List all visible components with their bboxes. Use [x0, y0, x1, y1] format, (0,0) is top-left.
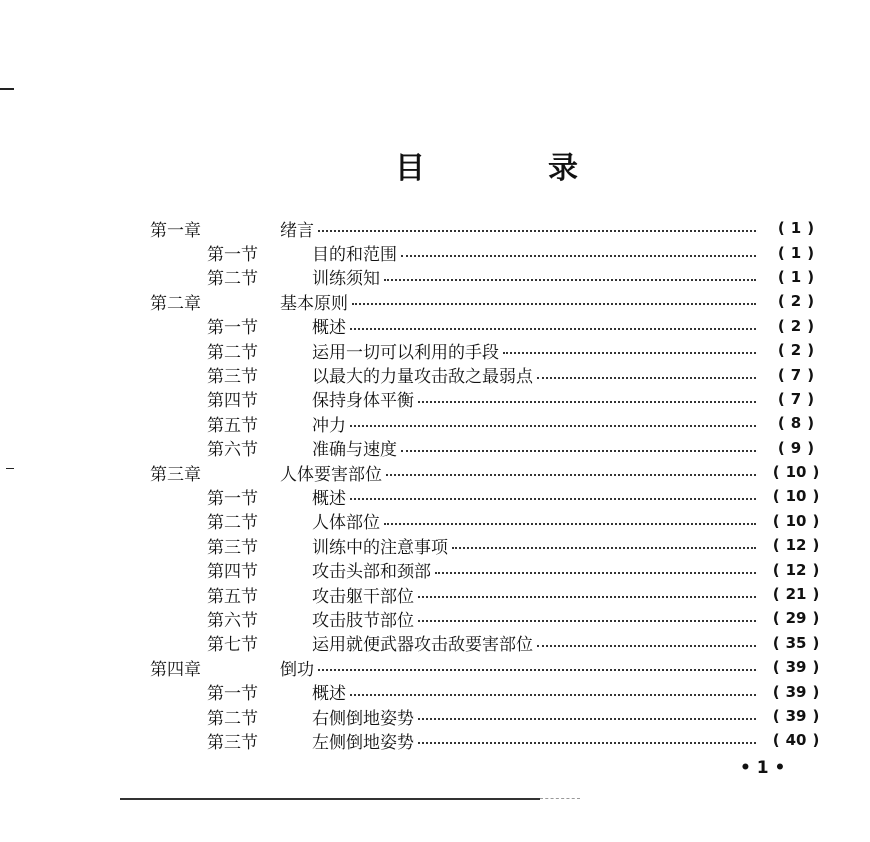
toc-chapter-row	[150, 460, 830, 484]
dot-leader	[352, 303, 756, 305]
toc-label: 第三节	[207, 367, 258, 388]
dot-leader	[537, 645, 756, 647]
toc-page-number: ( 8 )	[762, 414, 830, 432]
toc-page-number: ( 1 )	[762, 268, 830, 286]
toc-chapter-row	[150, 655, 830, 679]
toc-chapter-row	[150, 289, 830, 313]
toc-page-number: ( 10 )	[762, 487, 830, 505]
dot-leader	[418, 742, 756, 744]
toc-label: 第一章	[150, 220, 201, 241]
margin-mark-top	[0, 88, 14, 90]
dot-leader	[418, 718, 756, 720]
bottom-rule	[120, 798, 540, 800]
toc-title: 准确与速度	[312, 440, 397, 461]
dot-leader	[384, 523, 756, 525]
dot-leader	[386, 474, 756, 476]
toc-label: 第五节	[207, 415, 258, 436]
toc-page-number: ( 9 )	[762, 439, 830, 457]
toc-title: 概述	[312, 489, 346, 509]
toc-section-row	[150, 533, 830, 557]
dot-leader	[318, 230, 756, 232]
toc-label: 第一节	[207, 684, 258, 705]
toc-label: 第四节	[207, 391, 258, 412]
toc-section-row	[150, 240, 830, 264]
dot-leader	[350, 498, 756, 500]
toc-title: 运用就便武器攻击敌要害部位	[312, 635, 533, 656]
dot-leader	[318, 669, 756, 671]
toc-title: 绪言	[280, 220, 314, 241]
toc-title: 人体部位	[312, 513, 380, 534]
toc-section-row	[150, 411, 830, 435]
toc-section-row	[150, 582, 830, 606]
toc-title: 攻击头部和颈部	[312, 562, 431, 583]
toc-section-row	[150, 557, 830, 581]
toc-section-row	[150, 606, 830, 630]
dot-leader	[384, 279, 756, 281]
toc-label: 第五节	[207, 586, 258, 607]
toc-title: 运用一切可以利用的手段	[312, 342, 499, 363]
toc-page-number: ( 7 )	[762, 366, 830, 384]
toc-title: 基本原则	[280, 293, 348, 314]
toc-title: 冲力	[312, 415, 346, 436]
dot-leader	[418, 620, 756, 622]
toc-section-row	[150, 679, 830, 703]
toc-label: 第七节	[207, 635, 258, 656]
toc-label: 第三章	[150, 464, 201, 485]
toc-page-number: ( 2 )	[762, 292, 830, 310]
toc-page-number: ( 2 )	[762, 317, 830, 335]
toc-title: 目的和范围	[312, 245, 397, 266]
dot-leader	[350, 328, 756, 330]
bottom-rule-dashed	[540, 798, 580, 799]
toc-section-row	[150, 728, 830, 752]
toc-label: 第四节	[207, 562, 258, 583]
toc-title: 训练中的注意事项	[312, 537, 448, 558]
dot-leader	[418, 401, 756, 403]
toc-page-number: ( 40 )	[762, 731, 830, 749]
dot-leader	[401, 450, 756, 452]
toc-title: 训练须知	[312, 269, 380, 290]
toc-title: 概述	[312, 318, 346, 339]
toc-page-number: ( 10 )	[762, 463, 830, 481]
dot-leader	[350, 694, 756, 696]
page-title-char-1: 目	[395, 151, 425, 186]
toc-label: 第三节	[207, 537, 258, 558]
toc-label: 第一节	[207, 489, 258, 509]
toc-page-number: ( 29 )	[762, 609, 830, 627]
toc-title: 右侧倒地姿势	[312, 708, 414, 729]
toc-title: 攻击肢节部位	[312, 610, 414, 631]
toc-label: 第三节	[207, 732, 258, 753]
toc-page-number: ( 35 )	[762, 634, 830, 652]
dot-leader	[435, 572, 756, 574]
toc-section-row	[150, 314, 830, 338]
toc-title: 左侧倒地姿势	[312, 732, 414, 753]
dot-leader	[401, 255, 756, 257]
toc-label: 第一节	[207, 245, 258, 266]
toc-title: 攻击躯干部位	[312, 586, 414, 607]
toc-label: 第二节	[207, 269, 258, 290]
table-of-contents	[150, 216, 830, 753]
toc-label: 第六节	[207, 440, 258, 461]
toc-label: 第二节	[207, 513, 258, 534]
toc-title: 概述	[312, 684, 346, 705]
toc-page-number: ( 1 )	[762, 219, 830, 237]
toc-label: 第二节	[207, 342, 258, 363]
toc-section-row	[150, 484, 830, 508]
dot-leader	[350, 425, 756, 427]
toc-section-row	[150, 436, 830, 460]
toc-section-row	[150, 362, 830, 386]
toc-section-row	[150, 265, 830, 289]
toc-page-number: ( 2 )	[762, 341, 830, 359]
page-title-char-2: 录	[548, 151, 578, 186]
toc-page-number: ( 12 )	[762, 561, 830, 579]
toc-label: 第一节	[207, 318, 258, 339]
dot-leader	[537, 377, 756, 379]
toc-chapter-row	[150, 216, 830, 240]
toc-page-number: ( 1 )	[762, 244, 830, 262]
toc-title: 以最大的力量攻击敌之最弱点	[312, 367, 533, 388]
toc-page-number: ( 12 )	[762, 536, 830, 554]
toc-label: 第二节	[207, 708, 258, 729]
toc-section-row	[150, 338, 830, 362]
toc-title: 保持身体平衡	[312, 391, 414, 412]
footer-page-number: • 1 •	[740, 758, 786, 778]
toc-label: 第二章	[150, 293, 201, 314]
dot-leader	[418, 596, 756, 598]
toc-title: 倒功	[280, 659, 314, 680]
toc-page-number: ( 39 )	[762, 658, 830, 676]
toc-page-number: ( 39 )	[762, 707, 830, 725]
toc-title: 人体要害部位	[280, 464, 382, 485]
toc-page-number: ( 21 )	[762, 585, 830, 603]
dot-leader	[503, 352, 756, 354]
toc-section-row	[150, 387, 830, 411]
margin-mark-middle	[6, 468, 14, 469]
toc-section-row	[150, 631, 830, 655]
toc-page-number: ( 7 )	[762, 390, 830, 408]
toc-label: 第四章	[150, 659, 201, 680]
toc-label: 第六节	[207, 610, 258, 631]
toc-page-number: ( 39 )	[762, 683, 830, 701]
toc-page-number: ( 10 )	[762, 512, 830, 530]
toc-section-row	[150, 509, 830, 533]
toc-section-row	[150, 704, 830, 728]
dot-leader	[452, 547, 756, 549]
